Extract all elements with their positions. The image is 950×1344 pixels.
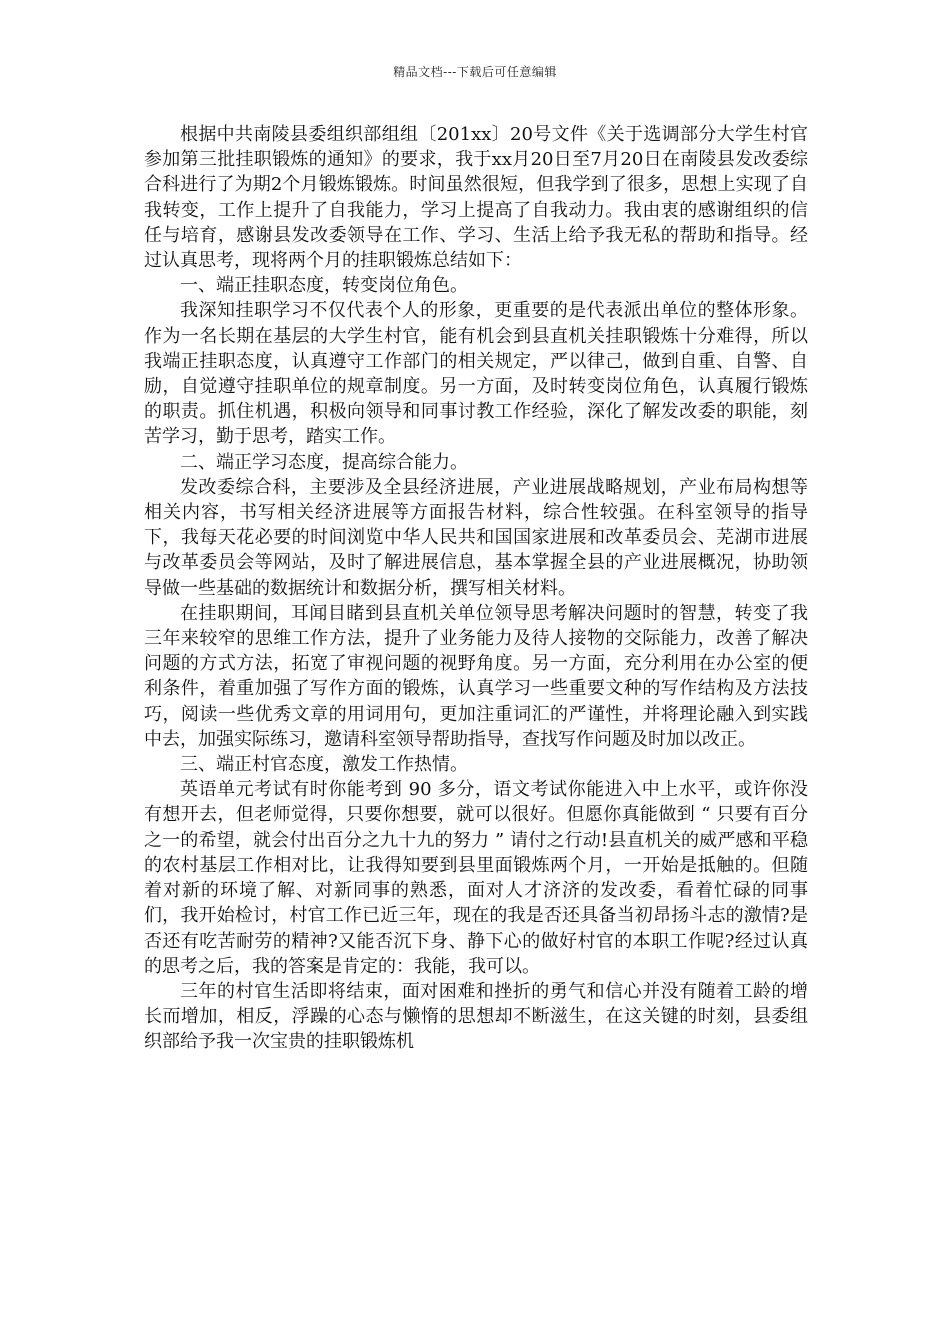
section-heading-1: 一、端正挂职态度，转变岗位角色。	[180, 275, 468, 297]
paragraph-intro: 根据中共南陵县委组织部组组〔201xx〕20号文件《关于选调部分大学生村官参加第三批挂职锻炼的通知》的要求，我于xx月20日至7月20日在南陵县发改委综合科进行了为期2个月锻炼锻炼。时间虽然很短，但我学到了很多，思想上实现了自我转变，工作上提升了自我能力，学习上提高了自我动力。我由衷的感谢组织的信任与培育，感谢县发改委领导在工作、学习、生活上给予我无私的帮助和指导。经过认真思考，现将两个月的挂职锻炼总结如下：	[144, 124, 808, 272]
paragraph-section-2a: 发改委综合科，主要涉及全县经济进展，产业进展战略规划，产业布局构想等相关内容，书写相关经济进展等方面报告材料，综合性较强。在科室领导的指导下，我每天花必要的时间浏览中华人民共和国国家进展和改革委员会、芜湖市进展与改革委员会等网站，及时了解进展信息，基本掌握全县的产业进展概况，协助领导做一些基础的数据统计和数据分析，撰写相关材料。	[144, 476, 808, 599]
section-heading-2: 二、端正学习态度，提高综合能力。	[180, 451, 468, 473]
paragraph-section-3b: 三年的村官生活即将结束，面对困难和挫折的勇气和信心并没有随着工龄的增长而增加，相反，浮躁的心态与懒惰的思想却不断滋生，在这关键的时刻，县委组织部给予我一次宝贵的挂职锻炼机	[144, 980, 808, 1053]
paragraph-section-1: 我深知挂职学习不仅代表个人的形象，更重要的是代表派出单位的整体形象。作为一名长期在基层的大学生村官，能有机会到县直机关挂职锻炼十分难得，所以我端正挂职态度，认真遵守工作部门的相关规定，严以律己，做到自重、自警、自励，自觉遵守挂职单位的规章制度。另一方面，及时转变岗位角色，认真履行锻炼的职责。抓住机遇，积极向领导和同事讨教工作经验，深化了解发改委的职能，刻苦学习，勤于思考，踏实工作。	[144, 300, 808, 448]
section-heading-3: 三、端正村官态度，激发工作热情。	[180, 754, 468, 776]
paragraph-section-2b: 在挂职期间，耳闻目睹到县直机关单位领导思考解决问题时的智慧，转变了我三年来较窄的思维工作方法，提升了业务能力及待人接物的交际能力，改善了解决问题的方式方法，拓宽了审视问题的视野角度。另一方面，充分利用在办公室的便利条件，着重加强了写作方面的锻炼，认真学习一些重要文种的写作结构及方法技巧，阅读一些优秀文章的用词用句，更加注重词汇的严谨性，并将理论融入到实践中去，加强实际练习，邀请科室领导帮助指导，查找写作问题及时加以改正。	[144, 602, 808, 750]
page-header-note: 精品文档---下载后可任意编辑	[393, 65, 557, 79]
paragraph-section-3a: 英语单元考试有时你能考到 90 多分，语文考试你能进入中上水平，或许你没有想开去，但老师觉得，只要你想要，就可以很好。但愿你真能做到 “ 只要有百分之一的希望，就会付出百分之九十九的努力 ” 请付之行动!县直机关的威严感和平稳的农村基层工作相对比，让我得知要到县里面锻炼两个月，一开始是抵触的。但随着对新的环境了解、对新同事的熟悉，面对人才济济的发改委，看着忙碌的同事们，我开始检讨，村官工作已近三年，现在的我是否还具备当初昂扬斗志的激情?是否还有吃苦耐劳的精神?又能否沉下身、静下心的做好村官的本职工作呢?经过认真的思考之后，我的答案是肯定的：我能，我可以。	[144, 779, 808, 977]
document-body	[144, 122, 808, 1055]
